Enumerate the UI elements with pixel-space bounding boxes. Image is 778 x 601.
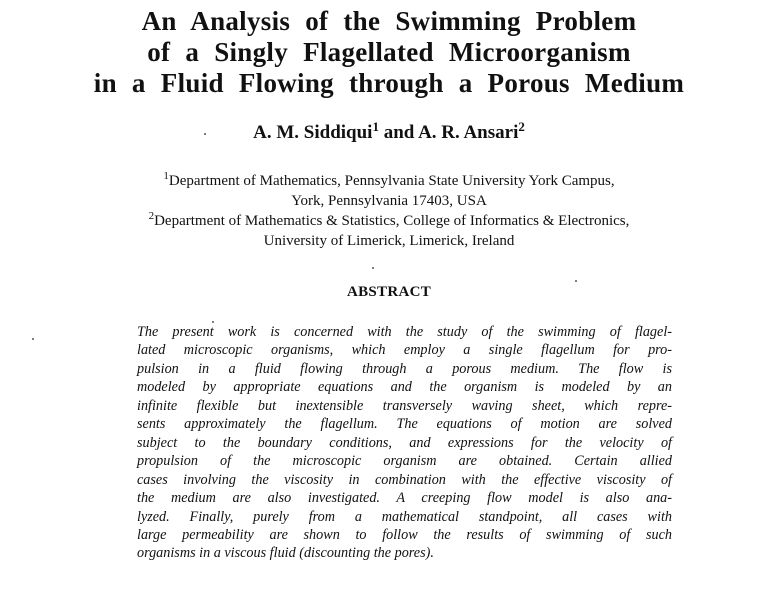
affiliations [0,171,778,251]
scan-speck [372,267,374,269]
title-line-3: in a Fluid Flowing through a Porous Medium [93,68,685,98]
scan-speck [32,338,34,340]
abstract-line: lyzed. Finally, purely from a mathematical standpoint, all cases with [137,508,672,525]
abstract-line: infinite flexible but inextensible transversely waving sheet, which repre- [137,397,672,414]
affiliation-2-line-2: University of Limerick, Limerick, Ireland [263,233,515,249]
abstract-line: the medium are also investigated. A creeping flow model is also ana- [137,490,672,507]
affiliation-1-mark: 1 [163,170,169,182]
author-list [0,121,778,145]
abstract-line: propulsion of the microscopic organism are obtained. Certain allied [137,453,672,470]
abstract-line: lated microscopic organisms, which employ a single flagellum for pro- [137,342,672,359]
affiliation-1-line-1 [0,171,778,191]
abstract-heading: ABSTRACT [346,284,432,300]
abstract-line: cases involving the viscosity in combination with the effective viscosity of [137,471,672,488]
scan-speck [575,280,577,282]
title-line-1: An Analysis of the Swimming Problem [141,6,637,36]
abstract-line: organisms in a viscous fluid (discounting the pores). [137,545,434,562]
abstract-line: pulsion in a fluid flowing through a porous medium. The flow is [137,360,672,377]
title-line-2: of a Singly Flagellated Microorganism [147,37,631,67]
affiliation-1-text-1: Department of Mathematics, Pennsylvania State University York Campus, [168,173,615,189]
author-1-affiliation-mark: 1 [372,119,379,134]
affiliation-2-mark: 2 [148,210,155,222]
affiliation-2-line-1 [0,211,778,231]
affiliation-1-line-2: York, Pennsylvania 17403, USA [291,193,487,209]
scan-speck [204,133,206,135]
abstract-line: The present work is concerned with the study of the swimming of flagel- [137,324,672,340]
paper-title [0,6,778,99]
abstract-line: modeled by appropriate equations and the organism is modeled by an [137,379,672,396]
scan-speck [212,321,214,323]
abstract-line: subject to the boundary conditions, and expressions for the velocity of [137,434,672,451]
abstract-body [137,323,672,563]
abstract-line: sents approximately the flagellum. The equations of motion are solved [137,416,672,433]
affiliation-2-text-1: Department of Mathematics & Statistics, College of Informatics & Electronics, [154,213,630,229]
author-2-name: A. R. Ansari [418,122,519,143]
author-2-affiliation-mark: 2 [518,119,525,134]
author-1-name: A. M. Siddiqui [253,122,373,143]
author-conjunction: and [383,122,415,143]
abstract-line: large permeability are shown to follow the results of swimming of such [137,526,672,543]
